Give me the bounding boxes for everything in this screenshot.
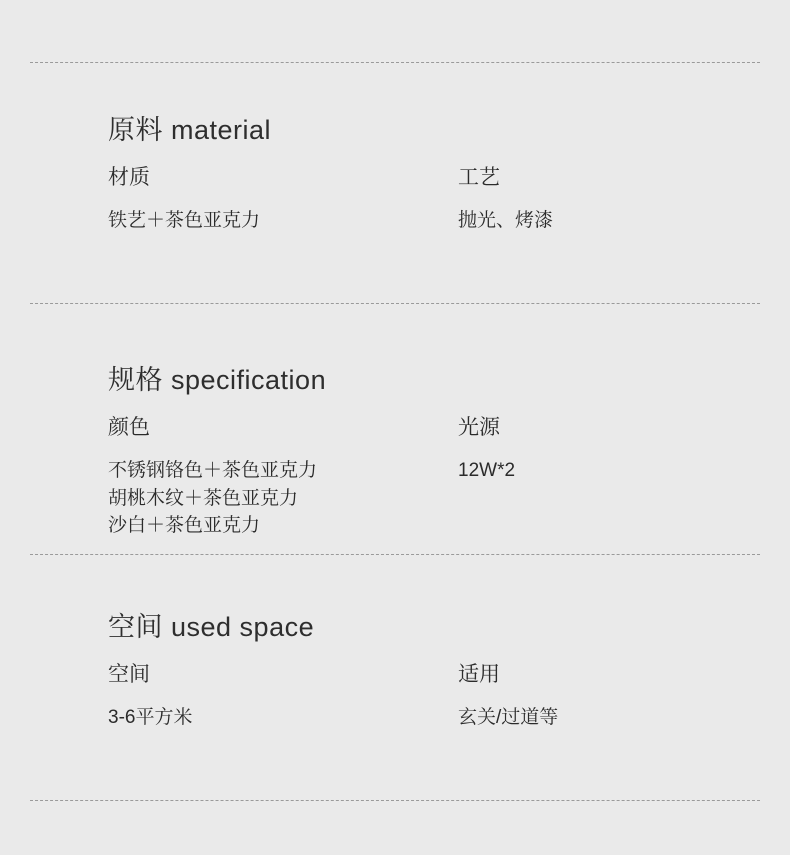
value-line: 玄关/过道等 bbox=[458, 707, 559, 728]
section-divider-material-spec bbox=[30, 303, 760, 304]
field-value-used-space-right bbox=[458, 704, 558, 732]
field-value-material-right bbox=[458, 207, 553, 235]
section-title-material: 原料 material bbox=[108, 115, 272, 145]
section-specification bbox=[108, 358, 750, 541]
section-columns-used-space bbox=[108, 658, 750, 768]
section-title-specification: 规格 specification bbox=[108, 365, 327, 395]
column-left-specification bbox=[108, 411, 317, 540]
field-value-used-space-left bbox=[108, 704, 192, 732]
field-label-material-right: 工艺 bbox=[458, 166, 500, 189]
section-columns-specification bbox=[108, 411, 750, 541]
section-material bbox=[108, 108, 750, 271]
value-line: 胡桃木纹＋茶色亚克力 bbox=[108, 487, 299, 509]
column-left-material bbox=[108, 161, 260, 235]
field-label-specification-left: 颜色 bbox=[108, 416, 150, 439]
value-line: 不锈钢铬色＋茶色亚克力 bbox=[108, 460, 318, 481]
field-label-used-space-left: 空间 bbox=[108, 663, 150, 686]
field-label-specification-right: 光源 bbox=[458, 416, 500, 439]
value-line: 铁艺＋茶色亚克力 bbox=[108, 210, 261, 231]
column-left-used-space bbox=[108, 658, 192, 732]
value-line: 沙白＋茶色亚克力 bbox=[108, 515, 261, 537]
field-value-specification-right bbox=[458, 457, 515, 485]
section-columns-material bbox=[108, 161, 750, 271]
section-divider-bottom bbox=[30, 800, 760, 801]
field-label-material-left: 材质 bbox=[108, 166, 150, 189]
value-line: 3-6平方米 bbox=[108, 707, 193, 728]
column-right-specification bbox=[458, 411, 515, 485]
section-used-space bbox=[108, 605, 750, 768]
section-divider-top bbox=[30, 62, 760, 63]
field-value-material-left bbox=[108, 207, 260, 235]
section-divider-spec-space bbox=[30, 554, 760, 555]
field-label-used-space-right: 适用 bbox=[458, 663, 500, 686]
section-title-used-space: 空间 used space bbox=[108, 612, 315, 642]
value-line: 12W*2 bbox=[458, 460, 516, 481]
column-right-material bbox=[458, 161, 553, 235]
column-right-used-space bbox=[458, 658, 558, 732]
field-value-specification-left bbox=[108, 457, 317, 540]
value-line: 抛光、烤漆 bbox=[458, 210, 554, 231]
